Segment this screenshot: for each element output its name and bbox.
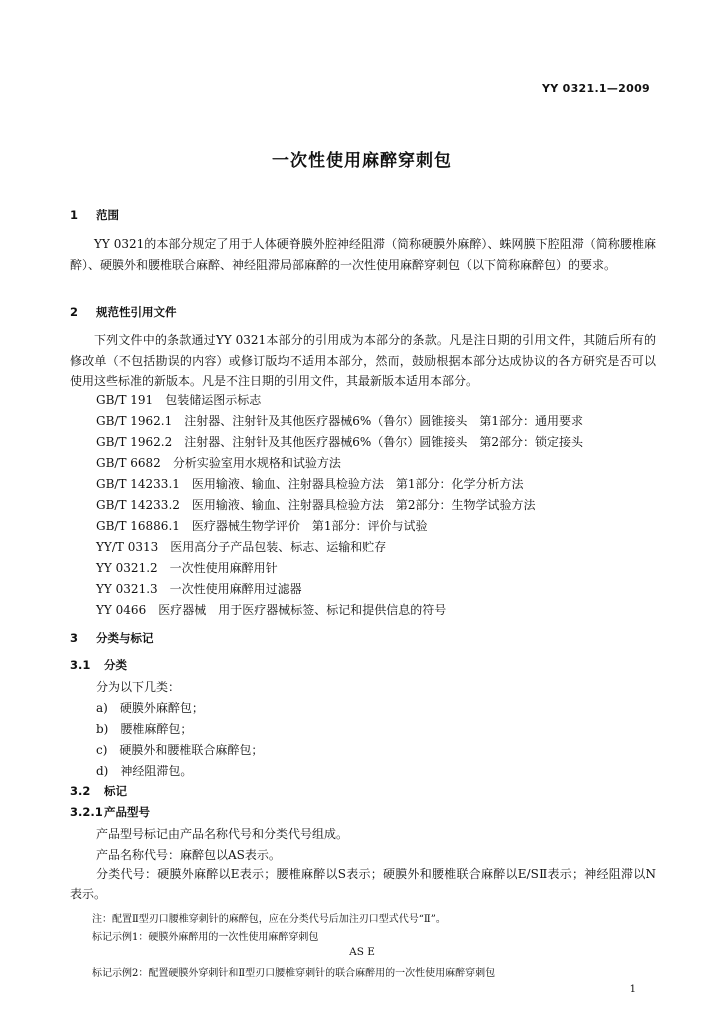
- section-2-heading: [70, 304, 177, 320]
- list-text: 神经阻滞包。: [120, 764, 193, 778]
- reference-item: [96, 538, 386, 555]
- section-title: 标记: [104, 784, 127, 798]
- reference-title: 医疗器械生物学评价 第1部分：评价与试验: [191, 519, 428, 533]
- section-number: 1: [70, 208, 79, 222]
- reference-code: YY 0321.2: [96, 561, 158, 575]
- list-item: [96, 720, 192, 737]
- reference-code: GB/T 6682: [96, 456, 161, 470]
- classification-intro: 分为以下几类：: [96, 680, 181, 694]
- section-title: 分类与标记: [96, 631, 154, 645]
- reference-code: YY 0321.3: [96, 582, 158, 596]
- section-title: 范围: [96, 208, 119, 222]
- section-3-heading: [70, 630, 154, 646]
- list-item: [96, 762, 192, 779]
- page-number: 1: [629, 984, 636, 995]
- section-number: 2: [70, 305, 79, 319]
- list-item: [96, 741, 263, 758]
- list-text: 腰椎麻醉包；: [120, 722, 193, 736]
- reference-code: GB/T 16886.1: [96, 519, 180, 533]
- reference-title: 医用输液、输血、注射器具检验方法 第2部分：生物学试验方法: [191, 498, 536, 512]
- list-marker: c): [96, 743, 108, 757]
- section-1-paragraph: YY 0321的本部分规定了用于人体硬脊膜外腔神经阻滞（简称硬膜外麻醉）、蛛网膜下腔阻滞（简称腰椎麻醉）、硬膜外和腰椎联合麻醉、神经阻滞局部麻醉的一次性使用麻醉穿刺包（以下简称麻醉包）的要求。: [70, 237, 656, 272]
- model-paragraph-3: 分类代号：硬膜外麻醉以E表示；腰椎麻醉以S表示；硬膜外和腰椎联合麻醉以E/SⅡ表示；神经阻滞以N表示。: [70, 867, 656, 901]
- list-text: 硬膜外和腰椎联合麻醉包；: [119, 743, 264, 757]
- reference-code: YY 0466: [96, 603, 147, 617]
- reference-title: 一次性使用麻醉用针: [169, 561, 278, 575]
- reference-title: 医疗器械 用于医疗器械标签、标记和提供信息的符号: [158, 603, 447, 617]
- section-2-paragraph: 下列文件中的条款通过YY 0321本部分的引用成为本部分的条款。凡是注日期的引用文件，其随后所有的修改单（不包括勘误的内容）或修订版均不适用本部分，然而，鼓励根据本部分达成协议的各方研究是否可以使用这些标准的新版本。凡是不注日期的引用文件，其最新版本适用本部分。: [70, 333, 656, 388]
- reference-item: [96, 496, 536, 513]
- reference-item: [96, 433, 583, 450]
- reference-code: YY/T 0313: [96, 540, 159, 554]
- reference-title: 医用高分子产品包装、标志、运输和贮存: [170, 540, 387, 554]
- section-title: 分类: [104, 658, 127, 672]
- list-marker: b): [96, 722, 109, 736]
- document-title: 一次性使用麻醉穿刺包: [272, 151, 452, 171]
- reference-code: GB/T 14233.1: [96, 477, 180, 491]
- model-paragraph-1: 产品型号标记由产品名称代号和分类代号组成。: [96, 827, 349, 841]
- reference-item: [96, 475, 524, 492]
- list-text: 硬膜外麻醉包；: [119, 701, 204, 715]
- section-title: 规范性引用文件: [96, 305, 177, 319]
- list-marker: a): [96, 701, 108, 715]
- reference-title: 医用输液、输血、注射器具检验方法 第1部分：化学分析方法: [191, 477, 524, 491]
- section-3-2-heading: [70, 783, 127, 799]
- standard-number: YY 0321.1—2009: [541, 82, 650, 95]
- section-3-1-heading: [70, 657, 127, 673]
- marking-example-2: 标记示例2：配置硬膜外穿刺针和Ⅱ型刃口腰椎穿刺针的联合麻醉用的一次性使用麻醉穿刺包: [92, 968, 496, 979]
- section-number: 3.2: [70, 784, 91, 798]
- reference-code: GB/T 1962.2: [96, 435, 173, 449]
- reference-title: 包装储运图示标志: [165, 393, 262, 407]
- reference-item: [96, 580, 302, 597]
- section-number: 3.2.1: [70, 805, 103, 819]
- reference-title: 注射器、注射针及其他医疗器械6%（鲁尔）圆锥接头 第1部分：通用要求: [184, 414, 583, 428]
- marking-example-1-code: AS E: [349, 946, 375, 958]
- section-title: 产品型号: [104, 805, 150, 819]
- list-item: [96, 699, 204, 716]
- note: 注：配置Ⅱ型刃口腰椎穿刺针的麻醉包，应在分类代号后加注刃口型式代号“Ⅱ”。: [92, 914, 446, 925]
- reference-title: 一次性使用麻醉用过滤器: [169, 582, 302, 596]
- reference-item: [96, 454, 341, 471]
- reference-item: [96, 601, 446, 618]
- reference-code: GB/T 14233.2: [96, 498, 180, 512]
- marking-example-1: 标记示例1：硬膜外麻醉用的一次性使用麻醉穿刺包: [92, 932, 319, 943]
- reference-code: GB/T 1962.1: [96, 414, 173, 428]
- reference-code: GB/T 191: [96, 393, 154, 407]
- list-marker: d): [96, 764, 109, 778]
- reference-item: [96, 559, 278, 576]
- section-number: 3: [70, 631, 79, 645]
- reference-item: [96, 517, 428, 534]
- reference-item: [96, 412, 583, 429]
- model-paragraph-2: 产品名称代号：麻醉包以AS表示。: [96, 848, 281, 862]
- reference-item: [96, 391, 261, 408]
- section-1-heading: [70, 207, 119, 223]
- section-3-2-1-heading: [70, 804, 150, 820]
- reference-title: 分析实验室用水规格和试验方法: [172, 456, 341, 470]
- reference-title: 注射器、注射针及其他医疗器械6%（鲁尔）圆锥接头 第2部分：锁定接头: [184, 435, 583, 449]
- section-number: 3.1: [70, 658, 91, 672]
